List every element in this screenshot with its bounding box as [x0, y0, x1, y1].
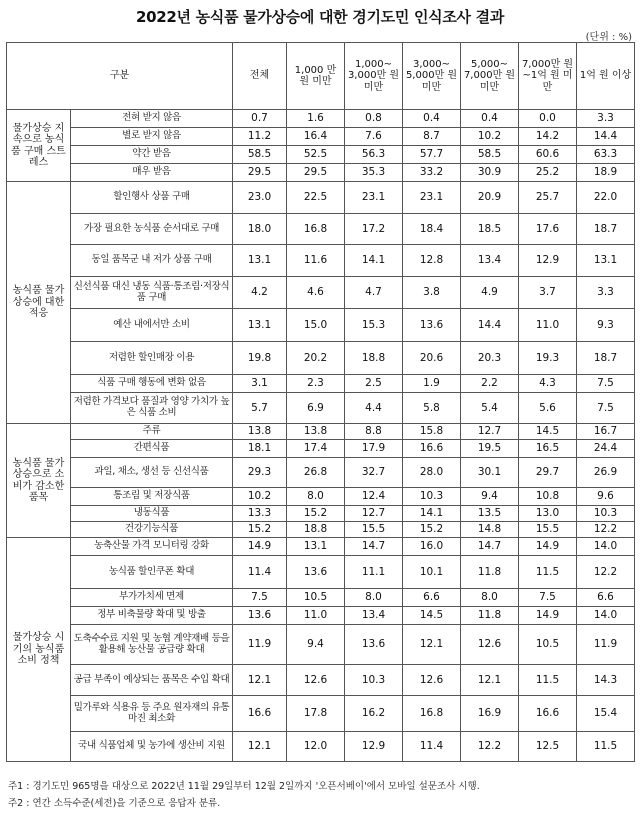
value-cell: 18.1 [233, 440, 287, 458]
value-cell: 22.0 [577, 182, 635, 214]
value-cell: 10.3 [403, 488, 461, 506]
value-cell: 10.1 [403, 556, 461, 589]
value-cell: 12.6 [287, 665, 345, 696]
value-cell: 5.8 [403, 393, 461, 424]
value-cell: 19.5 [461, 440, 519, 458]
value-cell: 10.5 [287, 589, 345, 607]
row-label: 농식품 할인쿠폰 확대 [71, 556, 233, 589]
value-cell: 12.6 [403, 665, 461, 696]
value-cell: 14.9 [519, 607, 577, 625]
value-cell: 11.4 [233, 556, 287, 589]
value-cell: 12.9 [519, 245, 577, 277]
value-cell: 5.4 [461, 393, 519, 424]
value-cell: 0.8 [345, 110, 403, 128]
value-cell: 18.7 [577, 342, 635, 375]
header-income-2: 1,000~ 3,000만 원 미만 [345, 43, 403, 110]
row-label: 농축산물 가격 모니터링 강화 [71, 538, 233, 556]
value-cell: 17.8 [287, 696, 345, 732]
value-cell: 15.5 [519, 522, 577, 538]
value-cell: 29.7 [519, 458, 577, 488]
value-cell: 16.6 [403, 440, 461, 458]
value-cell: 11.9 [577, 625, 635, 665]
value-cell: 7.5 [577, 375, 635, 393]
value-cell: 7.5 [577, 393, 635, 424]
header-income-3: 3,000~ 5,000만 원 미만 [403, 43, 461, 110]
value-cell: 12.8 [403, 245, 461, 277]
value-cell: 17.6 [519, 214, 577, 245]
value-cell: 11.0 [287, 607, 345, 625]
value-cell: 16.8 [287, 214, 345, 245]
value-cell: 16.5 [519, 440, 577, 458]
header-income-5: 7,000만 원~1억 원 미만 [519, 43, 577, 110]
value-cell: 12.2 [461, 732, 519, 762]
row-label: 별로 받지 않음 [71, 128, 233, 146]
row-label: 매우 받음 [71, 164, 233, 182]
value-cell: 57.7 [403, 146, 461, 164]
value-cell: 30.1 [461, 458, 519, 488]
footnotes [8, 778, 632, 812]
table-row [7, 393, 635, 424]
table-row [7, 625, 635, 665]
value-cell: 5.6 [519, 393, 577, 424]
value-cell: 22.5 [287, 182, 345, 214]
value-cell: 11.5 [519, 556, 577, 589]
value-cell: 11.2 [233, 128, 287, 146]
value-cell: 3.1 [233, 375, 287, 393]
row-label: 동일 품목군 내 저가 상품 구매 [71, 245, 233, 277]
value-cell: 11.6 [287, 245, 345, 277]
row-label: 식품 구매 행동에 변화 없음 [71, 375, 233, 393]
row-label: 과일, 채소, 생선 등 신선식품 [71, 458, 233, 488]
value-cell: 17.4 [287, 440, 345, 458]
value-cell: 6.6 [403, 589, 461, 607]
row-label: 약간 받음 [71, 146, 233, 164]
value-cell: 11.0 [519, 309, 577, 342]
value-cell: 13.1 [577, 245, 635, 277]
value-cell: 12.1 [461, 665, 519, 696]
value-cell: 0.0 [519, 110, 577, 128]
header-total: 전체 [233, 43, 287, 110]
value-cell: 9.3 [577, 309, 635, 342]
table-row [7, 522, 635, 538]
value-cell: 18.5 [461, 214, 519, 245]
value-cell: 0.4 [461, 110, 519, 128]
value-cell: 19.3 [519, 342, 577, 375]
value-cell: 13.1 [233, 309, 287, 342]
footnote-2: 주2 : 연간 소득수준(세전)을 기준으로 응답자 분류. [8, 798, 221, 809]
value-cell: 58.5 [461, 146, 519, 164]
value-cell: 13.6 [287, 556, 345, 589]
value-cell: 10.5 [519, 625, 577, 665]
group-label: 농식품 물가상승으로 소비가 감소한 품목 [7, 424, 71, 538]
row-label: 저렴한 할인매장 이용 [71, 342, 233, 375]
value-cell: 7.5 [233, 589, 287, 607]
value-cell: 35.3 [345, 164, 403, 182]
value-cell: 12.9 [345, 732, 403, 762]
value-cell: 13.5 [461, 506, 519, 522]
value-cell: 8.0 [461, 589, 519, 607]
row-label: 냉동식품 [71, 506, 233, 522]
value-cell: 1.9 [403, 375, 461, 393]
table-row [7, 556, 635, 589]
row-label: 간편식품 [71, 440, 233, 458]
value-cell: 29.5 [287, 164, 345, 182]
value-cell: 9.4 [287, 625, 345, 665]
value-cell: 12.2 [577, 522, 635, 538]
table-row [7, 440, 635, 458]
table-row [7, 424, 635, 440]
footnote-1: 주1 : 경기도민 965명을 대상으로 2022년 11월 29일부터 12월 2일까지 '오픈서베이'에서 모바일 설문조사 시행. [8, 781, 480, 792]
value-cell: 14.9 [519, 538, 577, 556]
value-cell: 13.3 [233, 506, 287, 522]
value-cell: 4.6 [287, 277, 345, 309]
value-cell: 16.0 [403, 538, 461, 556]
value-cell: 15.0 [287, 309, 345, 342]
value-cell: 11.4 [403, 732, 461, 762]
value-cell: 11.5 [577, 732, 635, 762]
value-cell: 15.2 [403, 522, 461, 538]
table-row [7, 665, 635, 696]
value-cell: 11.1 [345, 556, 403, 589]
table-row [7, 214, 635, 245]
value-cell: 8.7 [403, 128, 461, 146]
value-cell: 14.1 [345, 245, 403, 277]
row-label: 가장 필요한 농식품 순서대로 구매 [71, 214, 233, 245]
table-row [7, 488, 635, 506]
value-cell: 7.5 [519, 589, 577, 607]
value-cell: 14.5 [519, 424, 577, 440]
value-cell: 10.2 [233, 488, 287, 506]
value-cell: 13.4 [461, 245, 519, 277]
value-cell: 25.7 [519, 182, 577, 214]
unit-label: (단위 : %) [585, 32, 632, 43]
value-cell: 3.3 [577, 277, 635, 309]
value-cell: 16.4 [287, 128, 345, 146]
value-cell: 16.9 [461, 696, 519, 732]
value-cell: 56.3 [345, 146, 403, 164]
table-row [7, 696, 635, 732]
value-cell: 15.2 [233, 522, 287, 538]
table-row [7, 506, 635, 522]
row-label: 전혀 받지 않음 [71, 110, 233, 128]
value-cell: 14.5 [403, 607, 461, 625]
value-cell: 12.1 [403, 625, 461, 665]
value-cell: 14.4 [577, 128, 635, 146]
header-category: 구분 [7, 43, 233, 110]
value-cell: 4.9 [461, 277, 519, 309]
value-cell: 15.8 [403, 424, 461, 440]
value-cell: 18.8 [287, 522, 345, 538]
table-body [7, 110, 635, 762]
value-cell: 20.3 [461, 342, 519, 375]
value-cell: 15.5 [345, 522, 403, 538]
value-cell: 13.8 [287, 424, 345, 440]
header-row [7, 43, 635, 110]
value-cell: 10.3 [345, 665, 403, 696]
value-cell: 17.9 [345, 440, 403, 458]
value-cell: 12.5 [519, 732, 577, 762]
value-cell: 25.2 [519, 164, 577, 182]
value-cell: 16.6 [233, 696, 287, 732]
row-label: 건강기능식품 [71, 522, 233, 538]
table-row [7, 732, 635, 762]
value-cell: 15.2 [287, 506, 345, 522]
value-cell: 26.9 [577, 458, 635, 488]
row-label: 도축수수료 지원 및 농협 계약재배 등을 활용해 농산물 공급량 확대 [71, 625, 233, 665]
value-cell: 0.7 [233, 110, 287, 128]
value-cell: 12.1 [233, 665, 287, 696]
row-label: 통조림 및 저장식품 [71, 488, 233, 506]
value-cell: 18.4 [403, 214, 461, 245]
value-cell: 11.5 [519, 665, 577, 696]
value-cell: 16.8 [403, 696, 461, 732]
value-cell: 60.6 [519, 146, 577, 164]
value-cell: 23.1 [345, 182, 403, 214]
value-cell: 11.9 [233, 625, 287, 665]
value-cell: 15.3 [345, 309, 403, 342]
value-cell: 14.7 [345, 538, 403, 556]
row-label: 예산 내에서만 소비 [71, 309, 233, 342]
value-cell: 13.4 [345, 607, 403, 625]
table-row [7, 309, 635, 342]
value-cell: 12.1 [233, 732, 287, 762]
table-row [7, 110, 635, 128]
page-title: 2022년 농식품 물가상승에 대한 경기도민 인식조사 결과 [135, 8, 505, 26]
row-label: 할인행사 상품 구매 [71, 182, 233, 214]
value-cell: 16.6 [519, 696, 577, 732]
value-cell: 4.7 [345, 277, 403, 309]
table-row [7, 277, 635, 309]
value-cell: 12.6 [461, 625, 519, 665]
value-cell: 10.8 [519, 488, 577, 506]
header-income-1: 1,000 만 원 미만 [287, 43, 345, 110]
table-row [7, 589, 635, 607]
value-cell: 14.9 [233, 538, 287, 556]
value-cell: 58.5 [233, 146, 287, 164]
value-cell: 12.4 [345, 488, 403, 506]
value-cell: 6.6 [577, 589, 635, 607]
row-label: 정부 비축물량 확대 및 방출 [71, 607, 233, 625]
table-row [7, 375, 635, 393]
value-cell: 14.4 [461, 309, 519, 342]
value-cell: 3.3 [577, 110, 635, 128]
value-cell: 10.3 [577, 506, 635, 522]
value-cell: 18.8 [345, 342, 403, 375]
table-row [7, 146, 635, 164]
value-cell: 29.3 [233, 458, 287, 488]
value-cell: 12.7 [345, 506, 403, 522]
value-cell: 14.3 [577, 665, 635, 696]
value-cell: 13.1 [233, 245, 287, 277]
value-cell: 33.2 [403, 164, 461, 182]
value-cell: 4.4 [345, 393, 403, 424]
row-label: 국내 식품업체 및 농가에 생산비 지원 [71, 732, 233, 762]
value-cell: 20.6 [403, 342, 461, 375]
value-cell: 7.6 [345, 128, 403, 146]
value-cell: 17.2 [345, 214, 403, 245]
group-label: 농식품 물가상승에 대한 적응 [7, 182, 71, 424]
value-cell: 11.8 [461, 556, 519, 589]
value-cell: 26.8 [287, 458, 345, 488]
value-cell: 30.9 [461, 164, 519, 182]
header-income-6: 1억 원 이상 [577, 43, 635, 110]
value-cell: 10.2 [461, 128, 519, 146]
value-cell: 14.0 [577, 538, 635, 556]
value-cell: 5.7 [233, 393, 287, 424]
value-cell: 12.7 [461, 424, 519, 440]
value-cell: 20.2 [287, 342, 345, 375]
value-cell: 16.7 [577, 424, 635, 440]
table-row [7, 164, 635, 182]
value-cell: 20.9 [461, 182, 519, 214]
table-row [7, 458, 635, 488]
row-label: 저렴한 가격보다 품질과 영양 가치가 높은 식품 소비 [71, 393, 233, 424]
value-cell: 6.9 [287, 393, 345, 424]
table-row [7, 245, 635, 277]
value-cell: 8.0 [287, 488, 345, 506]
value-cell: 13.6 [345, 625, 403, 665]
value-cell: 63.3 [577, 146, 635, 164]
value-cell: 4.2 [233, 277, 287, 309]
table-row [7, 128, 635, 146]
value-cell: 24.4 [577, 440, 635, 458]
table-row [7, 607, 635, 625]
value-cell: 4.3 [519, 375, 577, 393]
value-cell: 8.0 [345, 589, 403, 607]
value-cell: 3.8 [403, 277, 461, 309]
value-cell: 23.0 [233, 182, 287, 214]
row-label: 주류 [71, 424, 233, 440]
header-income-4: 5,000~ 7,000만 원 미만 [461, 43, 519, 110]
value-cell: 18.0 [233, 214, 287, 245]
value-cell: 2.3 [287, 375, 345, 393]
group-label: 물가상승 시기의 농식품 소비 정책 [7, 538, 71, 762]
value-cell: 18.9 [577, 164, 635, 182]
value-cell: 28.0 [403, 458, 461, 488]
value-cell: 2.5 [345, 375, 403, 393]
value-cell: 13.1 [287, 538, 345, 556]
value-cell: 16.2 [345, 696, 403, 732]
value-cell: 1.6 [287, 110, 345, 128]
value-cell: 12.0 [287, 732, 345, 762]
group-label: 물가상승 지속으로 농식품 구매 스트레스 [7, 110, 71, 182]
row-label: 부가가치세 면제 [71, 589, 233, 607]
table-row [7, 342, 635, 375]
table-row [7, 182, 635, 214]
value-cell: 14.8 [461, 522, 519, 538]
row-label: 밀가루와 식용유 등 주요 원자재의 유통마진 최소화 [71, 696, 233, 732]
value-cell: 14.0 [577, 607, 635, 625]
value-cell: 13.8 [233, 424, 287, 440]
value-cell: 13.0 [519, 506, 577, 522]
value-cell: 29.5 [233, 164, 287, 182]
value-cell: 12.2 [577, 556, 635, 589]
survey-table [6, 42, 635, 762]
value-cell: 52.5 [287, 146, 345, 164]
table-row [7, 538, 635, 556]
value-cell: 19.8 [233, 342, 287, 375]
value-cell: 32.7 [345, 458, 403, 488]
value-cell: 2.2 [461, 375, 519, 393]
value-cell: 9.4 [461, 488, 519, 506]
row-label: 공급 부족이 예상되는 품목은 수입 확대 [71, 665, 233, 696]
value-cell: 0.4 [403, 110, 461, 128]
value-cell: 23.1 [403, 182, 461, 214]
value-cell: 9.6 [577, 488, 635, 506]
value-cell: 18.7 [577, 214, 635, 245]
value-cell: 14.7 [461, 538, 519, 556]
value-cell: 13.6 [233, 607, 287, 625]
value-cell: 14.1 [403, 506, 461, 522]
value-cell: 3.7 [519, 277, 577, 309]
value-cell: 14.2 [519, 128, 577, 146]
row-label: 신선식품 대신 냉동 식품·통조림·저장식품 구매 [71, 277, 233, 309]
value-cell: 8.8 [345, 424, 403, 440]
value-cell: 15.4 [577, 696, 635, 732]
value-cell: 13.6 [403, 309, 461, 342]
value-cell: 11.8 [461, 607, 519, 625]
